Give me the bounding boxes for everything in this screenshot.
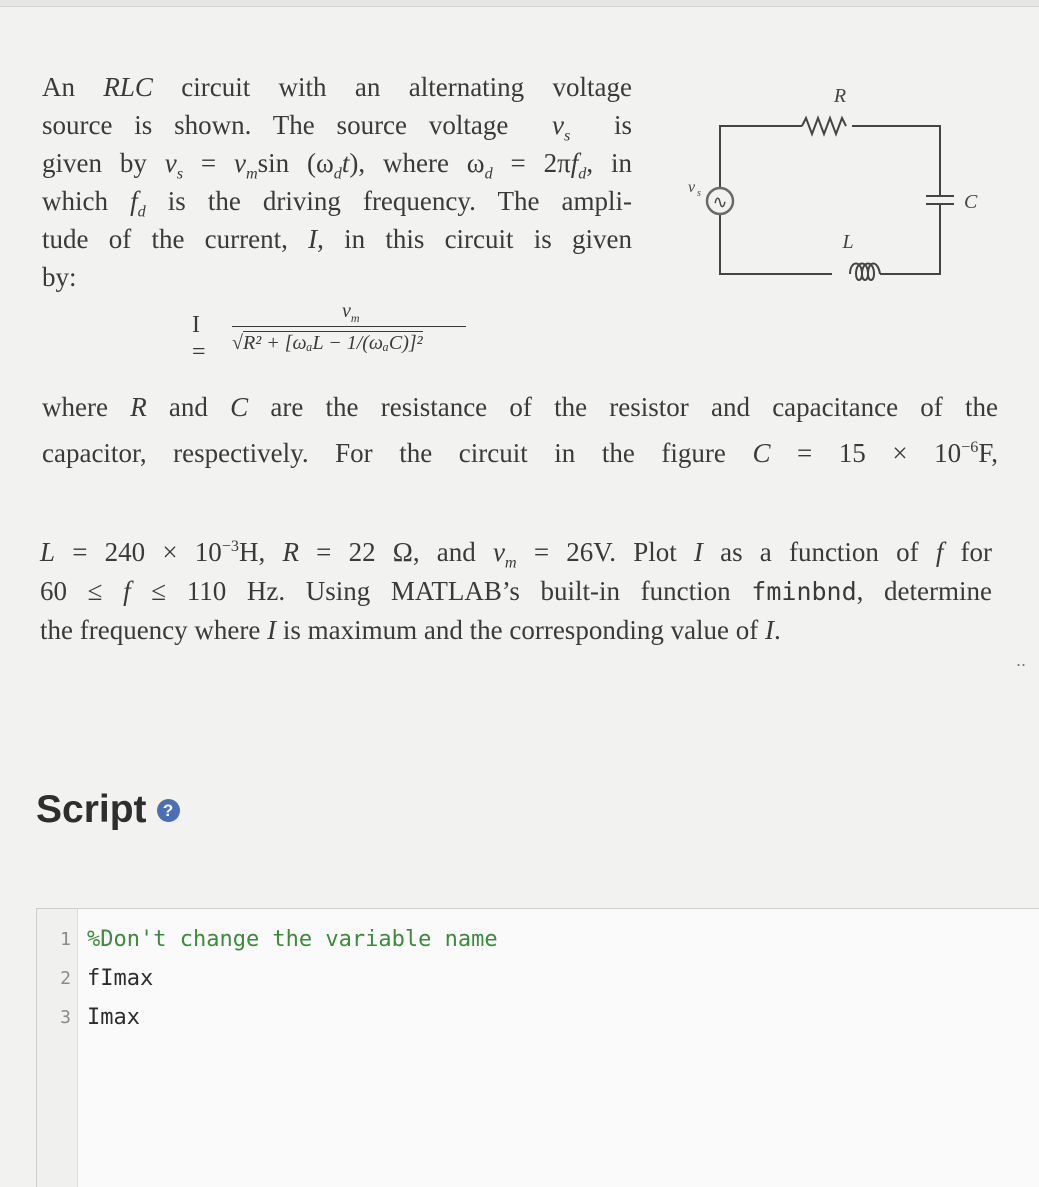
script-heading xyxy=(36,788,180,832)
para2-line-2: capacitor, respectively. For the circuit in the figure $C = 15 \times 10^{-6}F$, xyxy=(42,438,998,468)
para3-line-3: the frequency where I is maximum and the corresponding value of I. xyxy=(40,615,781,645)
problem-intro xyxy=(42,68,632,296)
label-vs: v xyxy=(688,179,696,196)
code-line[interactable] xyxy=(37,927,498,965)
formula-lhs: I = xyxy=(192,312,206,365)
code-line[interactable] xyxy=(37,966,153,1004)
script-title: Script xyxy=(36,788,147,831)
fraction-bar xyxy=(232,326,466,327)
more-options-handle[interactable]: .. xyxy=(1016,650,1027,670)
code-line[interactable] xyxy=(37,1005,140,1043)
intro-line-2: source is shown. The source voltage $v_s$ is xyxy=(42,110,632,145)
help-icon[interactable]: ? xyxy=(157,799,180,822)
intro-line-3: given by $v_s = v_m\sin$ $(\omega_dt)$, where $\omega_d = 2\pi f_d$, in xyxy=(42,148,632,183)
code-text[interactable]: fImax xyxy=(87,966,154,991)
label-vs-sub: s xyxy=(697,188,701,199)
intro-line-5: tude of the current, I, in this circuit is given xyxy=(42,224,632,254)
code-comment[interactable]: %Don't change the variable name xyxy=(87,927,498,952)
label-l: L xyxy=(842,231,854,253)
code-text[interactable]: Imax xyxy=(87,1005,140,1030)
label-c: C xyxy=(964,191,978,213)
formula-numerator: $v_m$ xyxy=(342,300,360,325)
intro-line-1: An RLC circuit with an alternating voltage xyxy=(42,72,633,102)
code-editor[interactable] xyxy=(36,908,1039,1187)
para2-line-1: where R and C are the resistance of the resistor and capacitance of the xyxy=(42,392,999,422)
problem-paragraph-2 xyxy=(42,384,998,476)
line-number: 2 xyxy=(60,968,71,989)
top-divider xyxy=(0,0,1039,7)
problem-paragraph-3 xyxy=(40,533,992,650)
formula-denominator: √R² + [ωₐL − 1/(ωₐC)]² xyxy=(232,332,423,354)
para3-line-2: 60 ≤ f ≤ 110 Hz. Using MATLAB’s built-in function fminbnd, determine xyxy=(40,576,992,606)
line-number: 3 xyxy=(60,1007,71,1028)
para3-line-1: $L = 240 \times 10^{-3}H$, R = 22 Ω, and $v_m = 26V$. Plot I as a function of f for xyxy=(40,537,993,572)
ac-source-symbol: ∿ xyxy=(712,192,728,213)
intro-line-6: by: xyxy=(42,262,77,292)
intro-line-4: which $f_d$ is the driving frequency. The ampli- xyxy=(42,186,633,221)
label-r: R xyxy=(833,85,847,107)
rlc-circuit-diagram xyxy=(680,80,980,290)
line-number: 1 xyxy=(60,929,71,950)
